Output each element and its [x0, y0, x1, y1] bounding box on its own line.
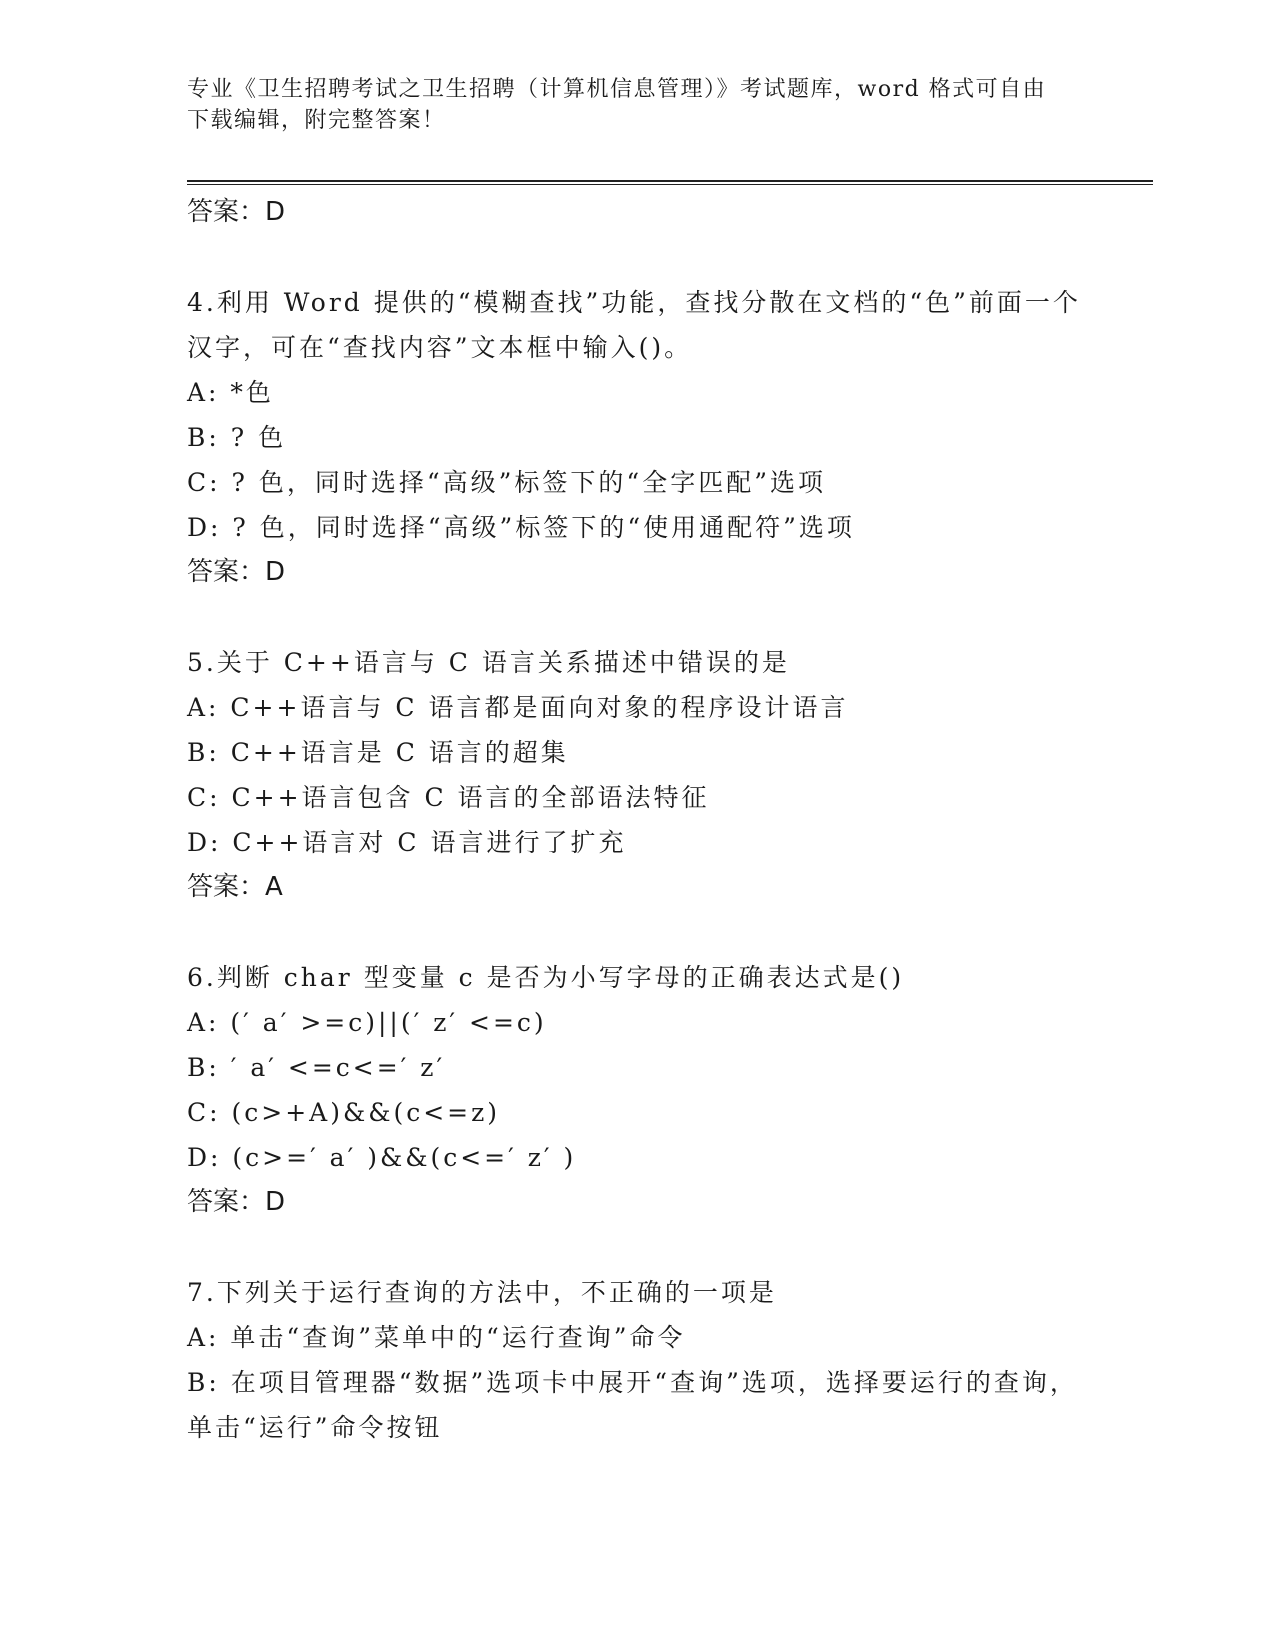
question-stem: 7.下列关于运行查询的方法中，不正确的一项是: [187, 1278, 777, 1307]
option-b: B: 在项目管理器“数据”选项卡中展开“查询”选项，选择要运行的查询，单击“运行”命令按钮: [187, 1368, 1078, 1442]
option-c: C: C++语言包含 C 语言的全部语法特征: [187, 783, 710, 812]
header-rule-thin: [187, 184, 1153, 185]
question-stem: 5.关于 C++语言与 C 语言关系描述中错误的是: [187, 648, 790, 677]
question-stem: 4.利用 Word 提供的“模糊查找”功能，查找分散在文档的“色”前面一个汉字，可在“查找内容”文本框中输入()。: [187, 288, 1081, 362]
option-c: C: (c>+A)&&(c<=z): [187, 1098, 501, 1127]
option-b: B: C++语言是 C 语言的超集: [187, 738, 569, 767]
question-list: [187, 190, 1087, 1450]
answer-line: 答案：D: [187, 1187, 286, 1217]
document-header: 专业《卫生招聘考试之卫生招聘（计算机信息管理）》考试题库，word 格式可自由下载编辑，附完整答案！: [187, 77, 1047, 133]
answer-line: 答案：D: [187, 557, 286, 587]
option-c: C: ? 色，同时选择“高级”标签下的“全字匹配”选项: [187, 468, 826, 497]
option-a: A: (′ a′ >=c)||(′ z′ <=c): [187, 1008, 547, 1037]
option-a: A: 单击“查询”菜单中的“运行查询”命令: [187, 1323, 686, 1352]
option-d: D: (c>=′ a′ )&&(c<=′ z′ ): [187, 1143, 577, 1172]
option-a: A: *色: [187, 378, 274, 407]
option-d: D: C++语言对 C 语言进行了扩充: [187, 828, 627, 857]
answer-line: 答案：D: [187, 197, 286, 227]
question-stem: 6.判断 char 型变量 c 是否为小写字母的正确表达式是(): [187, 963, 905, 992]
header-rule-thick: [187, 180, 1153, 182]
answer-line: 答案：A: [187, 872, 283, 902]
option-d: D: ? 色，同时选择“高级”标签下的“使用通配符”选项: [187, 513, 855, 542]
option-b: B: ′ a′ <=c<=′ z′: [187, 1053, 446, 1082]
option-a: A: C++语言与 C 语言都是面向对象的程序设计语言: [187, 693, 849, 722]
option-b: B: ? 色: [187, 423, 287, 452]
